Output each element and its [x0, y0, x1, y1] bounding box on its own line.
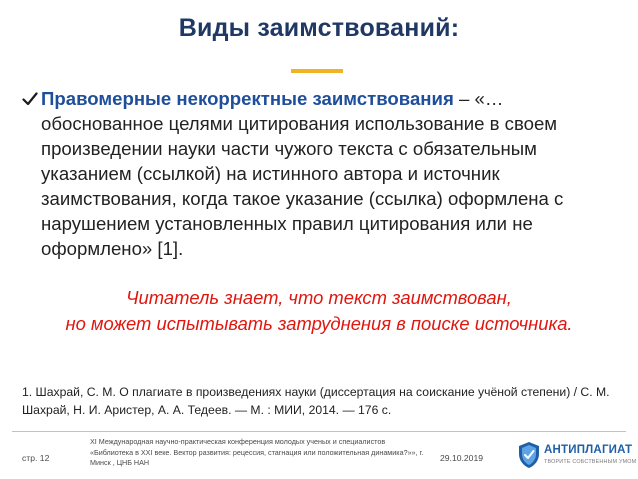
slide-date: 29.10.2019 — [440, 453, 484, 463]
definition-bullet — [22, 86, 622, 261]
definition-text — [41, 86, 622, 261]
shield-icon — [518, 441, 540, 469]
antiplagiat-logo — [518, 441, 637, 473]
definition-body: – «…обоснованное целями цитирования использование в своем произведении науки части чужого текста с обязательным указанием (ссылкой) на истинного автора и источник заимствования, когда такое указание (ссылка) оформлена с нарушением установленных правил цитирования или не оформлено» [1]. — [41, 88, 564, 259]
checkmark-icon — [22, 91, 38, 107]
emphasis-note — [0, 285, 638, 337]
title-accent-bar — [291, 69, 343, 73]
emphasis-line-2: но может испытывать затруднения в поиске источника. — [65, 313, 573, 334]
footer-divider — [12, 431, 626, 432]
logo-name: АНТИПЛАГИАТ — [544, 444, 633, 456]
page-number: стр. 12 — [22, 453, 50, 463]
conference-info: XI Международная научно-практическая конференция молодых ученых и специалистов «Библиотека в XXI веке. Вектор развития: рецессия, стагнация или положительная динамика?»», г. Минск , ЦНБ НАН — [90, 437, 424, 467]
logo-tagline: ТВОРИТЕ СОБСТВЕННЫМ УМОМ — [544, 459, 637, 465]
reference-footnote: 1. Шахрай, С. М. О плагиате в произведениях науки (диссертация на соискание учёной степени) / С. М. Шахрай, Н. И. Аристер, А. А. Тедеев. — М. : МИИ, 2014. — 176 с. — [22, 385, 610, 417]
emphasis-line-1: Читатель знает, что текст заимствован, — [126, 287, 512, 308]
slide-title: Виды заимствований: — [178, 14, 460, 42]
definition-term: Правомерные некорректные заимствования — [41, 88, 454, 109]
